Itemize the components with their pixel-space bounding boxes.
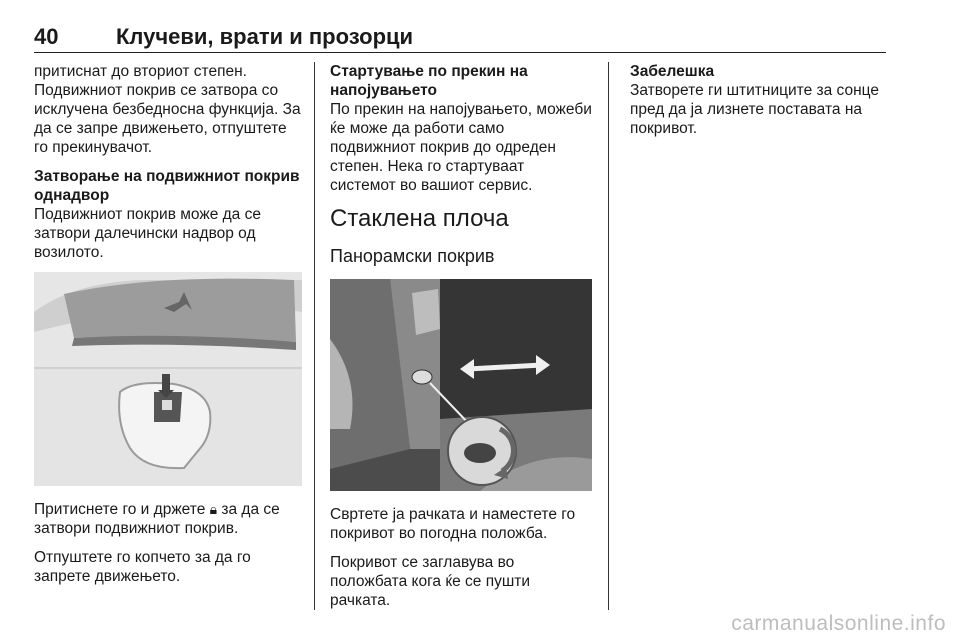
body-paragraph: Покривот се заглавува во положбата кога ќе се пушти рачката. bbox=[330, 554, 531, 609]
column-divider bbox=[314, 62, 315, 610]
body-paragraph: Подвижниот покрив може да се затвори далечински надвор од возилото. bbox=[34, 206, 261, 261]
column-middle bbox=[330, 62, 592, 620]
column-divider bbox=[608, 62, 609, 610]
caption-before-icon: Притиснете го и држете bbox=[34, 501, 210, 518]
section-title: Стаклена плоча bbox=[330, 205, 509, 232]
sunroof-key-illustration bbox=[34, 272, 302, 486]
page-title: Клучеви, врати и прозорци bbox=[116, 24, 414, 49]
panoramic-roof-drawing bbox=[330, 279, 592, 491]
section-heading: Затворање на подвижниот покрив однадвор bbox=[34, 168, 300, 204]
section-heading: Стартување по прекин на напојувањето bbox=[330, 63, 528, 99]
column-right bbox=[630, 62, 892, 148]
figure-caption bbox=[34, 500, 302, 538]
intro-paragraph: притиснат до вториот степен. Подвижниот покрив се затвора со исклучена безбедносна функција. За да се запре движењето, отпуштете го прекинувачот. bbox=[34, 63, 301, 156]
caption-after-icon: за да се затвори подвижниот покрив. bbox=[34, 501, 280, 537]
sunroof-key-drawing bbox=[34, 272, 302, 486]
figure-caption: Свртете ја рачката и наместете го покривот во погодна положба. bbox=[330, 506, 576, 542]
page-header bbox=[34, 18, 886, 53]
subsection-title: Панорамски покрив bbox=[330, 246, 495, 266]
note-heading: Забелешка bbox=[630, 63, 715, 80]
column-left bbox=[34, 62, 302, 596]
release-paragraph: Отпуштете го копчето за да го запрете движењето. bbox=[34, 549, 251, 585]
panoramic-roof-illustration bbox=[330, 279, 592, 491]
note-paragraph: Затворете ги штитниците за сонце пред да ја лизнете поставата на покривот. bbox=[630, 82, 879, 137]
page-number: 40 bbox=[34, 24, 59, 49]
lock-icon: 🔒︎ bbox=[209, 501, 218, 517]
watermark: carmanualsonline.info bbox=[731, 612, 946, 635]
body-paragraph: По прекин на напојувањето, можеби ќе може да работи само подвижниот покрив до одреден степен. Нека го стартуваат системот во вашиот сервис. bbox=[330, 101, 592, 194]
